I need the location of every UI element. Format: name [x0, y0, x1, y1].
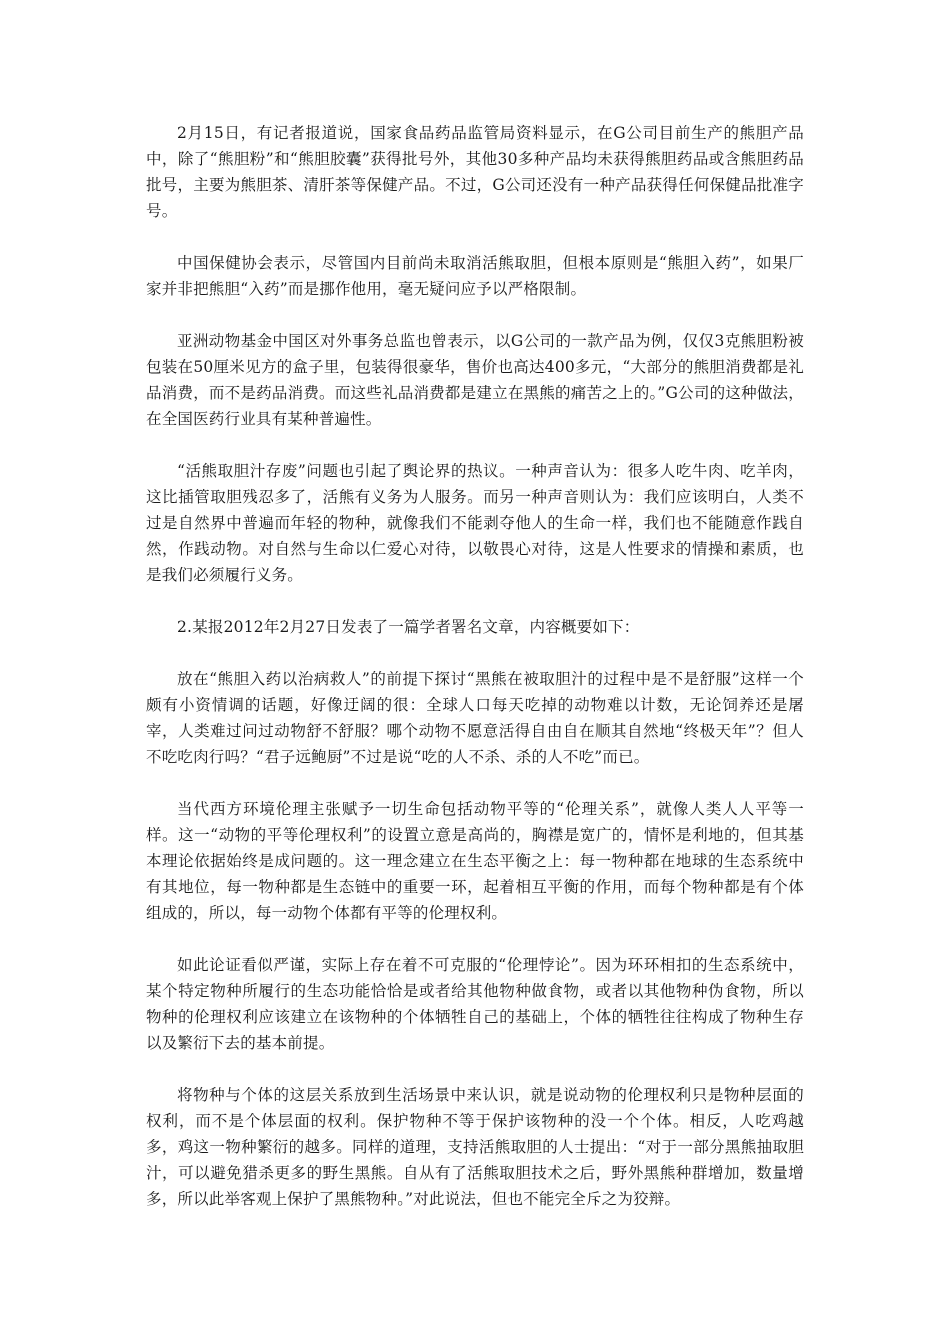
paragraph-3: 亚洲动物基金中国区对外事务总监也曾表示，以G公司的一款产品为例，仅仅3克熊胆粉被包装在50厘米见方的盒子里，包装得很豪华，售价也高达400多元，“大部分的熊胆消费都是礼品消费，而不是药品消费。而这些礼品消费都是建立在黑熊的痛苦之上的。”G公司的这种做法，在全国医药行业具有某种普遍性。 [146, 332, 804, 428]
article-body [146, 120, 804, 1238]
paragraph-5: 2.某报2012年2月27日发表了一篇学者署名文章，内容概要如下： [177, 618, 640, 636]
paragraph-2: 中国保健协会表示，尽管国内目前尚未取消活熊取胆，但根本原则是“熊胆入药”，如果厂家并非把熊胆“入药”而是挪作他用，毫无疑问应予以严格限制。 [146, 254, 804, 298]
paragraph-1: 2月15日，有记者报道说，国家食品药品监管局资料显示，在G公司目前生产的熊胆产品中，除了“熊胆粉”和“熊胆胶囊”获得批号外，其他30多种产品均未获得熊胆药品或含熊胆药品批号，主要为熊胆茶、清肝茶等保健产品。不过，G公司还没有一种产品获得任何保健品批准字号。 [146, 124, 804, 220]
paragraph-9: 将物种与个体的这层关系放到生活场景中来认识，就是说动物的伦理权利只是物种层面的权利，而不是个体层面的权利。保护物种不等于保护该物种的没一个个体。相反，人吃鸡越多，鸡这一物种繁衍的越多。同样的道理，支持活熊取胆的人士提出：“对于一部分黑熊抽取胆汁，可以避免猎杀更多的野生黑熊。自从有了活熊取胆技术之后，野外黑熊种群增加，数量增多，所以此举客观上保护了黑熊物种。”对此说法，但也不能完全斥之为狡辩。 [146, 1086, 804, 1208]
paragraph-6: 放在“熊胆入药以治病救人”的前提下探讨“黑熊在被取胆汁的过程中是不是舒服”这样一个颇有小资情调的话题，好像迂阔的很：全球人口每天吃掉的动物难以计数，无论饲养还是屠宰，人类难过问过动物舒不舒服？哪个动物不愿意活得自由自在顺其自然地“终极天年”？但人不吃吃肉行吗？“君子远鲍厨”不过是说“吃的人不杀、杀的人不吃”而已。 [146, 670, 804, 766]
paragraph-8: 如此论证看似严谨，实际上存在着不可克服的“伦理悖论”。因为环环相扣的生态系统中，某个特定物种所履行的生态功能恰恰是或者给其他物种做食物，或者以其他物种伪食物，所以物种的伦理权利应该建立在该物种的个体牺牲自己的基础上，个体的牺牲往往构成了物种生存以及繁衍下去的基本前提。 [146, 956, 804, 1052]
paragraph-7: 当代西方环境伦理主张赋予一切生命包括动物平等的“伦理关系”，就像人类人人平等一样。这一“动物的平等伦理权利”的设置立意是高尚的，胸襟是宽广的，情怀是利地的，但其基本理论依据始终是成问题的。这一理念建立在生态平衡之上：每一物种都在地球的生态系统中有其地位，每一物种都是生态链中的重要一环，起着相互平衡的作用，而每个物种都是有个体组成的，所以，每一动物个体都有平等的伦理权利。 [146, 800, 804, 922]
paragraph-4: “活熊取胆汁存废”问题也引起了舆论界的热议。一种声音认为：很多人吃牛肉、吃羊肉，这比插管取胆残忍多了，活熊有义务为人服务。而另一种声音则认为：我们应该明白，人类不过是自然界中普遍而年轻的物种，就像我们不能剥夺他人的生命一样，我们也不能随意作践自然，作践动物。对自然与生命以仁爱心对待，以敬畏心对待，这是人性要求的情操和素质，也是我们必须履行义务。 [146, 462, 804, 584]
